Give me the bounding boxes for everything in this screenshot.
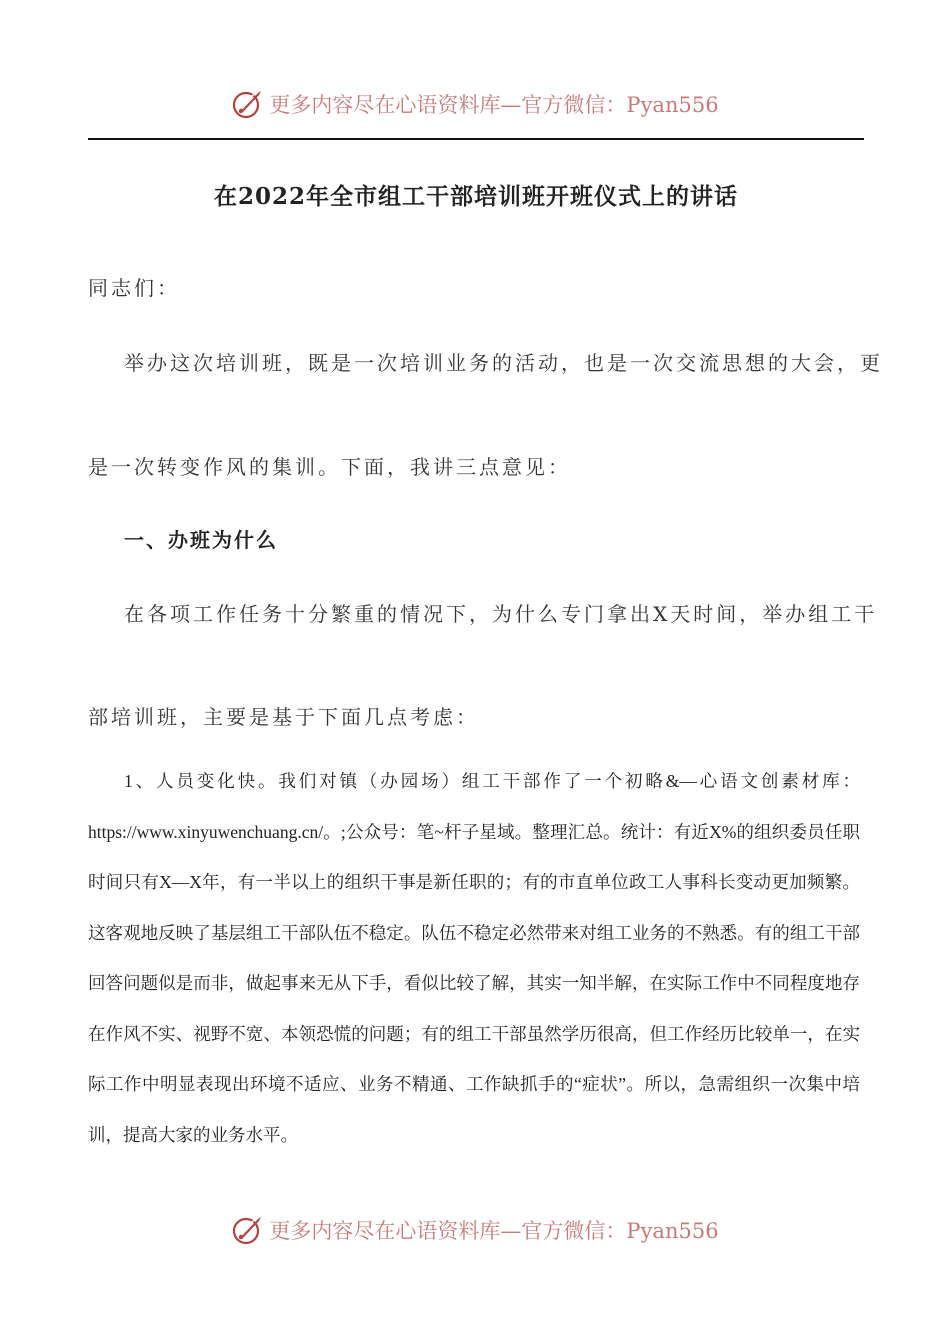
section-1-line-2: 部培训班，主要是基于下面几点考虑：	[88, 705, 479, 729]
section-1-heading: 一、办班为什么	[124, 528, 278, 552]
section-1-line-1: 在各项工作任务十分繁重的情况下，为什么专门拿出X天时间，举办组工干	[124, 602, 878, 626]
page-title: 在2022年全市组工干部培训班开班仪式上的讲话	[213, 183, 738, 210]
header-banner-text: 更多内容尽在心语资料库—官方微信：Pyan556	[269, 93, 719, 117]
salutation: 同志们：	[88, 276, 180, 300]
point-1-paragraph	[88, 756, 860, 1160]
footer-banner	[0, 1210, 950, 1250]
quill-logo-icon	[231, 1213, 265, 1247]
header-divider	[88, 138, 864, 140]
quill-logo-icon	[231, 87, 265, 121]
intro-line-2: 是一次转变作风的集训。下面，我讲三点意见：	[88, 455, 571, 479]
point-1-text: 1、人员变化快。我们对镇（办园场）组工干部作了一个初略&—心语文创素材库：https://www.xinyuwenchuang.cn/。;公众号：笔~杆子星域。整理汇总。统计：有近X%的组织委员任职时间只有X—X年，有一半以上的组织干事是新任职的；有的市直单位政工人事科长变动更加频繁。这客观地反映了基层组工干部队伍不稳定。队伍不稳定必然带来对组工业务的不熟悉。有的组工干部回答问题似是而非，做起事来无从下手，看似比较了解，其实一知半解，在实际工作中不同程度地存在作风不实、视野不宽、本领恐慌的问题；有的组工干部虽然学历很高，但工作经历比较单一，在实际工作中明显表现出环境不适应、业务不精通、工作缺抓手的“症状”。所以，急需组织一次集中培训，提高大家的业务水平。	[88, 771, 860, 1145]
intro-line-1: 举办这次培训班，既是一次培训业务的活动，也是一次交流思想的大会，更	[124, 351, 883, 375]
header-banner	[0, 84, 950, 124]
footer-banner-text: 更多内容尽在心语资料库—官方微信：Pyan556	[269, 1219, 719, 1243]
